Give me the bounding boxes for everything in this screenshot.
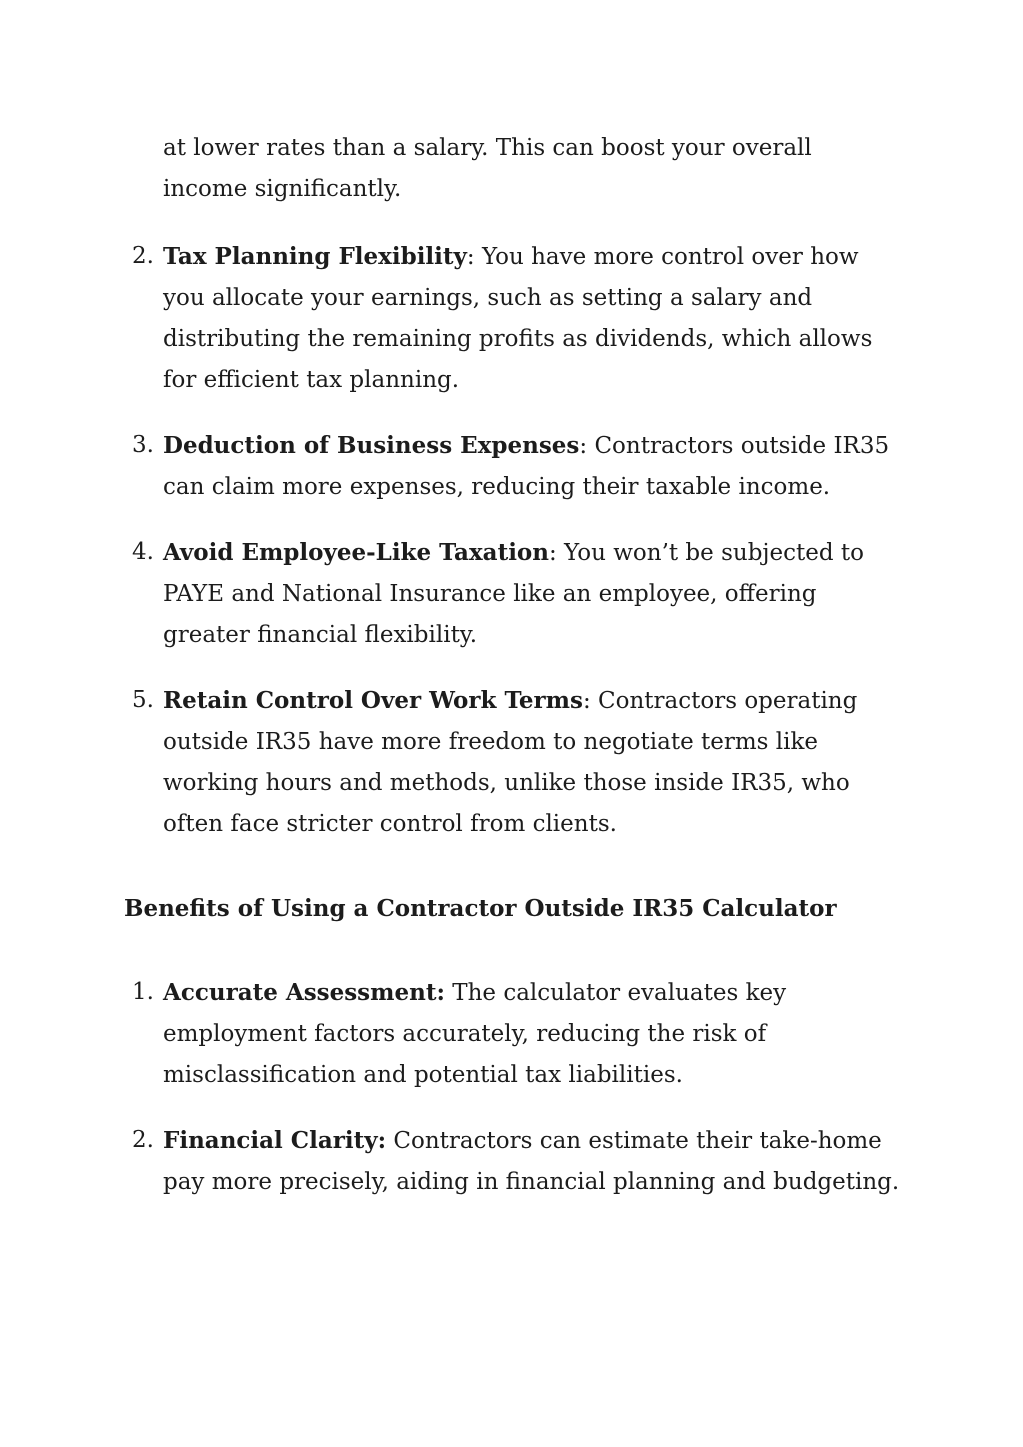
list-item-number: 5. (132, 687, 154, 713)
list-item-separator: : (466, 244, 475, 270)
list-item (0, 236, 1023, 401)
benefits-list (0, 972, 1023, 1227)
continuation-paragraph: at lower rates than a salary. This can boost your overall income significantly. (163, 135, 812, 202)
list-item-title: Tax Planning Flexibility (163, 243, 467, 270)
section-heading: Benefits of Using a Contractor Outside IR35 Calculator (124, 895, 837, 922)
list-item-title: Accurate Assessment: (163, 979, 445, 1006)
list-item-separator: : (579, 433, 588, 459)
list-item-number: 2. (132, 243, 154, 269)
list-item-title: Retain Control Over Work Terms (163, 687, 583, 714)
list-item (0, 972, 1023, 1096)
list-item-number: 2. (132, 1127, 154, 1153)
list-item-text: The calculator evaluates key employment factors accurately, reducing the risk of misclassification and potential tax liabilities. (163, 980, 787, 1088)
list-item-text: Contractors operating outside IR35 have more freedom to negotiate terms like working hours and methods, unlike those inside IR35, who often face stricter control from clients. (163, 688, 858, 837)
list-item (0, 680, 1023, 845)
list-item-title: Financial Clarity: (163, 1127, 387, 1154)
list-item-text: Contractors outside IR35 can claim more expenses, reducing their taxable income. (163, 433, 890, 500)
list-item-text: Contractors can estimate their take-home pay more precisely, aiding in financial planning and budgeting. (163, 1128, 900, 1195)
advantages-list (0, 236, 1023, 869)
list-item-title: Avoid Employee-Like Taxation (163, 539, 549, 566)
list-item-number: 3. (132, 432, 154, 458)
list-item (0, 425, 1023, 508)
list-item-text: You won’t be subjected to PAYE and National Insurance like an employee, offering greater financial flexibility. (163, 540, 865, 648)
list-item-text: You have more control over how you allocate your earnings, such as setting a salary and distributing the remaining profits as dividends, which allows for efficient tax planning. (163, 244, 873, 393)
list-item-title: Deduction of Business Expenses (163, 432, 580, 459)
list-item-number: 1. (132, 979, 154, 1005)
list-item (0, 1120, 1023, 1203)
list-item (0, 532, 1023, 656)
list-item-separator: : (549, 540, 557, 566)
list-item-number: 4. (132, 539, 154, 565)
list-item-separator: : (582, 688, 591, 714)
